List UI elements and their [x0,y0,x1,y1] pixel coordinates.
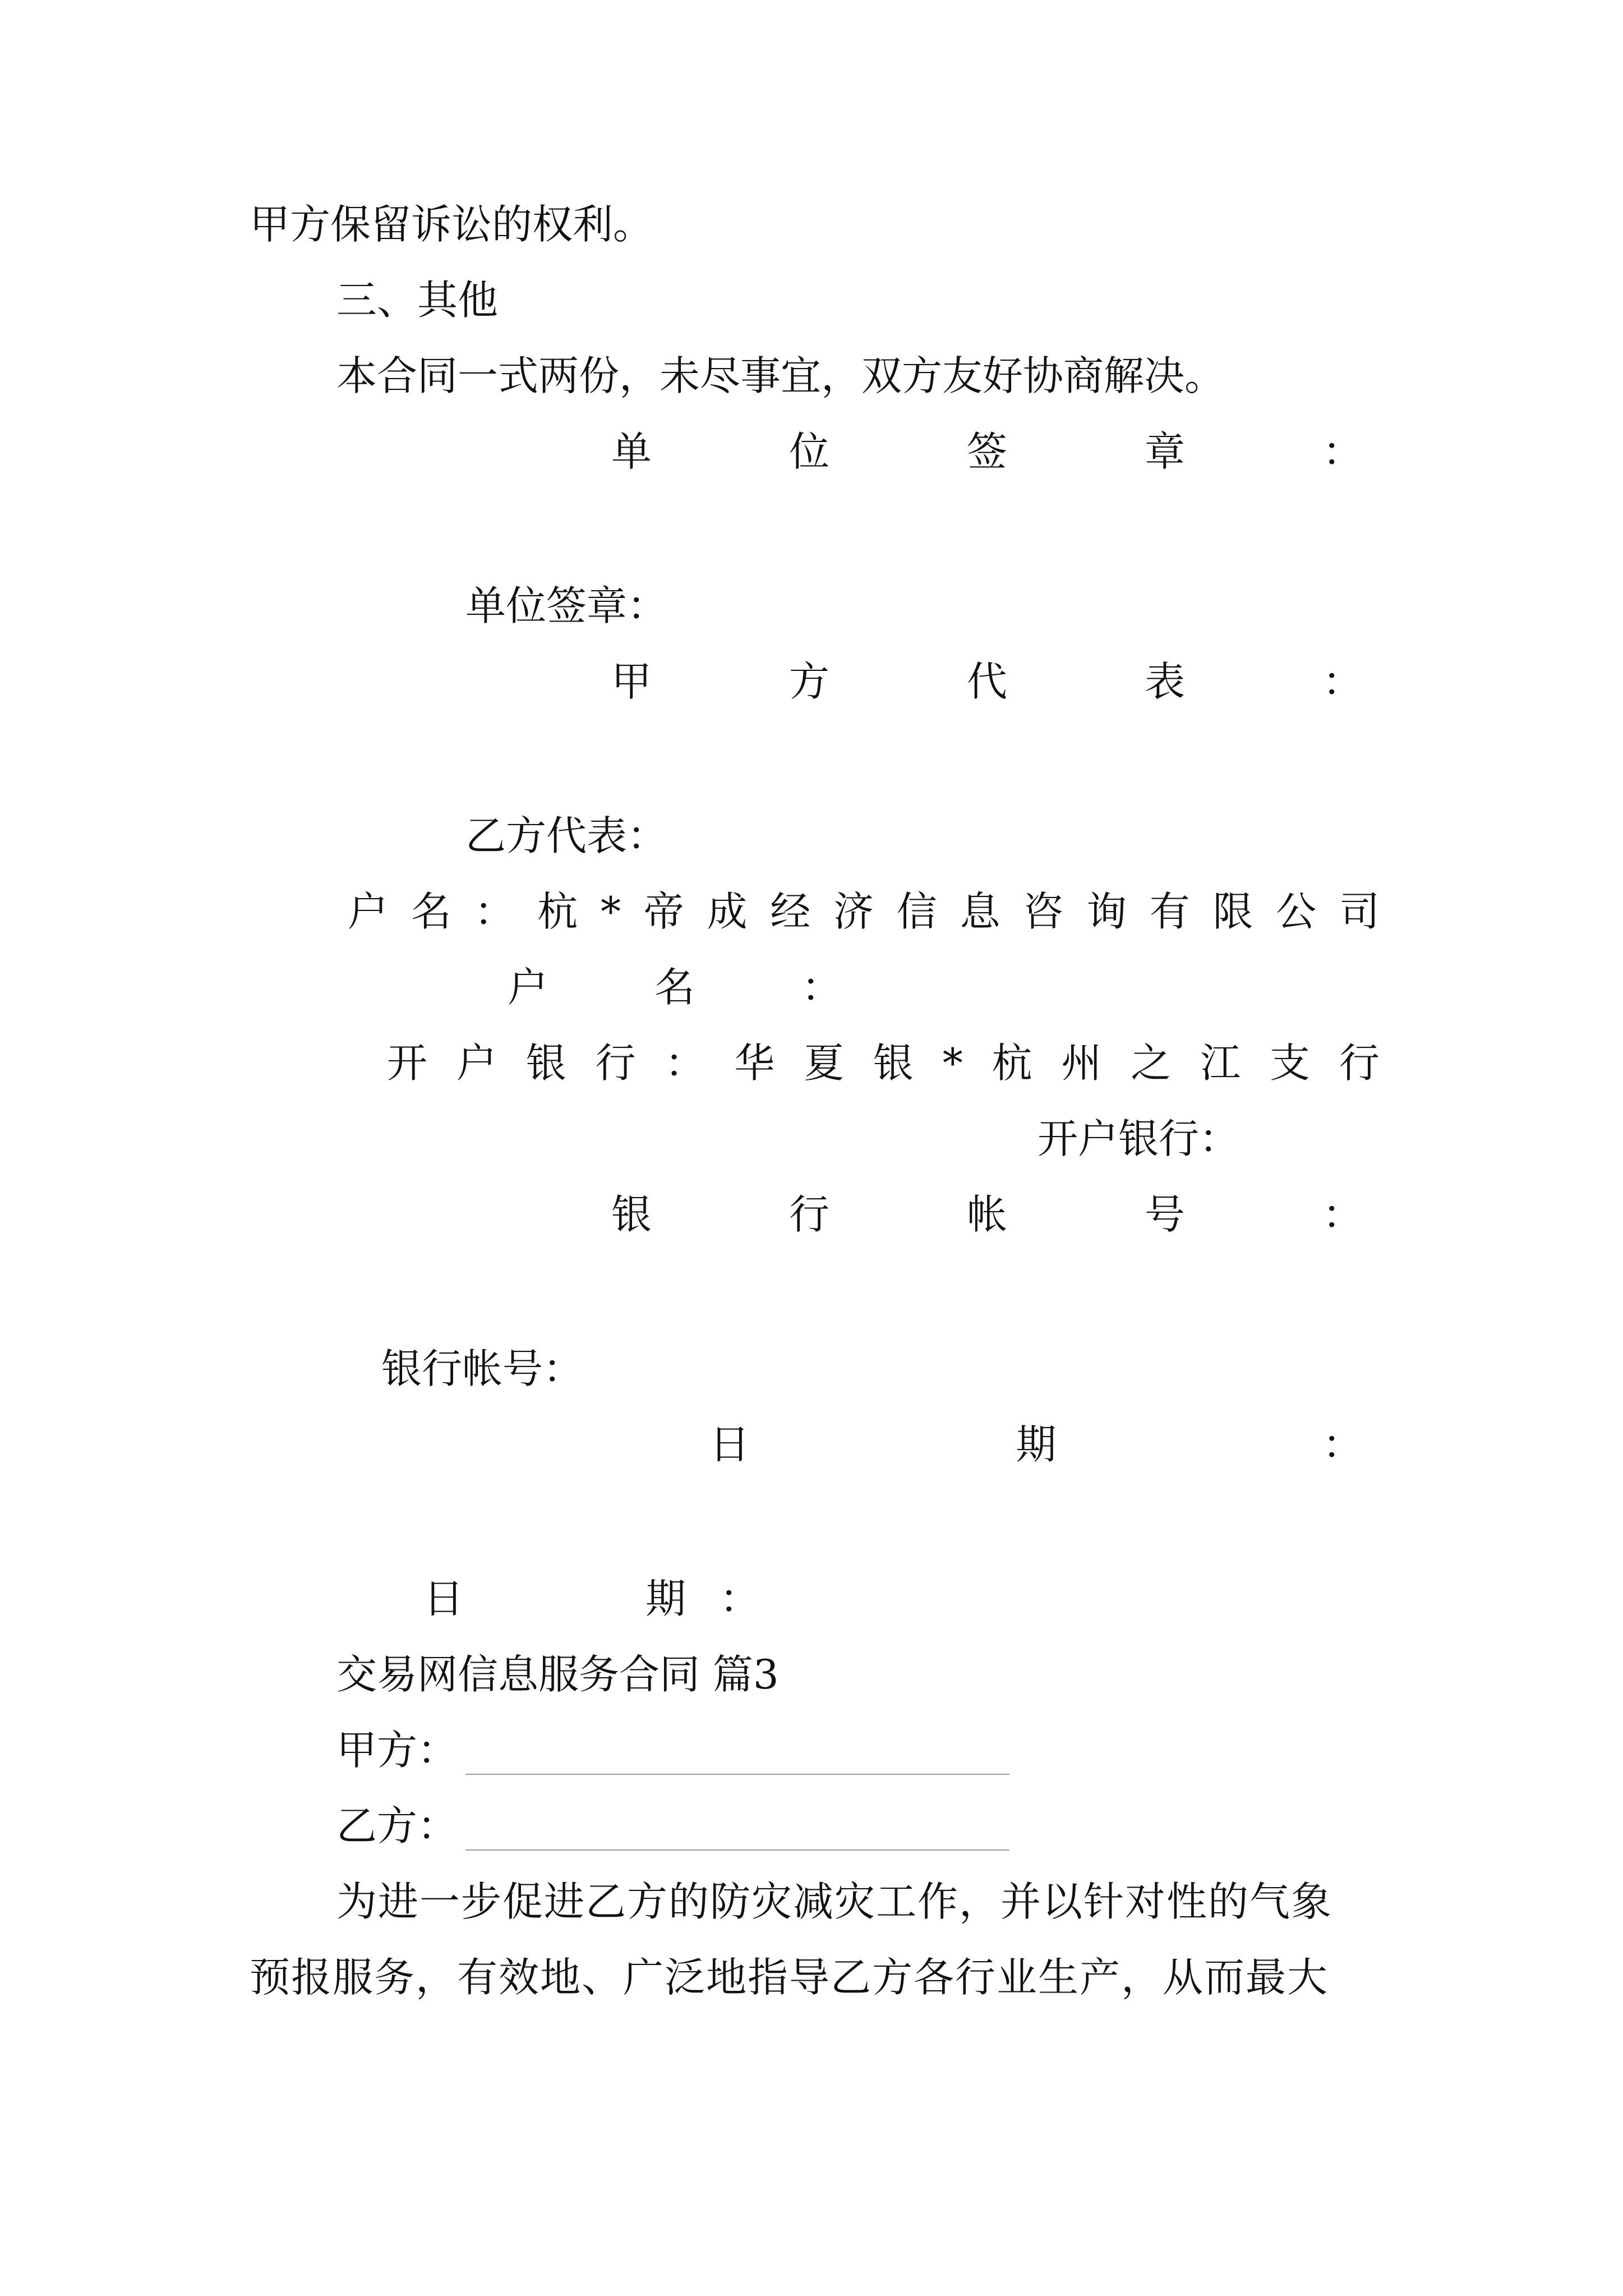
spread-char: 咨 [1023,888,1064,935]
spread-char: 户 [456,1039,497,1087]
spread-char: 济 [833,888,874,935]
party-b-unit-seal: 单位签章： [465,582,668,629]
spread-char: 经 [770,888,811,935]
spread-char: 名 [411,888,451,935]
spread-char: 银 [611,1191,652,1238]
spread-char: 信 [896,888,937,935]
account-name-label: 户名： [508,964,949,1011]
spread-char: 成 [707,888,748,935]
spread-char: 单 [611,428,652,475]
spread-char: 行 [789,1191,829,1238]
spread-char: 开 [387,1039,428,1087]
party-b-fill-line [465,1849,1009,1851]
spread-char: 方 [789,658,829,705]
spread-char: 表 [1144,658,1185,705]
spread-char: 代 [966,658,1007,705]
section-heading-others: 三、其他 [336,277,499,324]
spread-char: 支 [1269,1039,1310,1087]
spread-char: 江 [1200,1039,1241,1087]
spread-char: ： [474,888,515,935]
party-b-bank: 开户银行： [1038,1115,1240,1162]
spread-char: * [601,888,621,935]
party-a-representative [611,656,1363,707]
party-a-date [709,1419,1363,1470]
spread-char: 杭 [992,1039,1032,1087]
spread-char: * [942,1039,963,1087]
spread-char: 帐 [966,1191,1007,1238]
spread-char: 之 [1131,1039,1172,1087]
spread-char: 有 [1149,888,1190,935]
spread-char: 期 [1016,1421,1057,1468]
spread-char: 州 [1061,1039,1102,1087]
spread-char: 询 [1086,888,1127,935]
spread-char: 甲 [611,658,652,705]
spread-char: 司 [1339,888,1380,935]
spread-char: ： [665,1039,706,1087]
spread-char: 号 [1144,1191,1185,1238]
spread-char: ： [1322,1421,1363,1468]
contract-title: 交易网信息服务合同 篇3 [336,1651,779,1698]
party-a-account-name [348,886,1380,937]
spread-char: 户 [348,888,389,935]
spread-char: 帝 [643,888,684,935]
spread-char: 杭 [537,888,578,935]
party-b-bank-account: 银行帐号： [381,1345,584,1392]
party-a-bank [387,1038,1380,1088]
spread-char: 银 [525,1039,566,1087]
spread-char: 章 [1144,428,1185,475]
spread-char: 行 [595,1039,636,1087]
spread-char: 夏 [804,1039,845,1087]
spread-char: 日 [709,1421,750,1468]
text-line-purpose-1: 为进一步促进乙方的防灾减灾工作，并以针对性的气象 [336,1878,1333,1925]
spread-char: 限 [1212,888,1253,935]
text-line-litigation-right: 甲方保留诉讼的权利。 [250,201,654,248]
party-b-representative: 乙方代表： [465,812,668,859]
spread-char: 银 [873,1039,914,1087]
date-label: 日 期： [423,1575,794,1622]
party-a-fill-line [465,1774,1009,1775]
spread-char: 公 [1276,888,1317,935]
spread-char: ： [1322,428,1363,475]
spread-char: 位 [789,428,829,475]
spread-char: ： [1322,658,1363,705]
party-a-bank-account [611,1189,1363,1240]
spread-char: 华 [734,1039,775,1087]
party-b-account-name [508,962,948,1013]
party-a-unit-seal [611,426,1363,477]
spread-char: 签 [966,428,1007,475]
spread-char: 行 [1339,1039,1380,1087]
party-b-date [423,1573,794,1624]
text-line-contract-copies: 本合同一式两份，未尽事宜，双方友好协商解决。 [336,352,1225,399]
spread-char: 息 [960,888,1000,935]
spread-char: ： [1322,1191,1363,1238]
party-b-label: 乙方： [336,1802,458,1849]
text-line-purpose-2: 预报服务，有效地、广泛地指导乙方各行业生产，从而最大 [250,1954,1329,2001]
party-a-label: 甲方： [336,1727,458,1774]
